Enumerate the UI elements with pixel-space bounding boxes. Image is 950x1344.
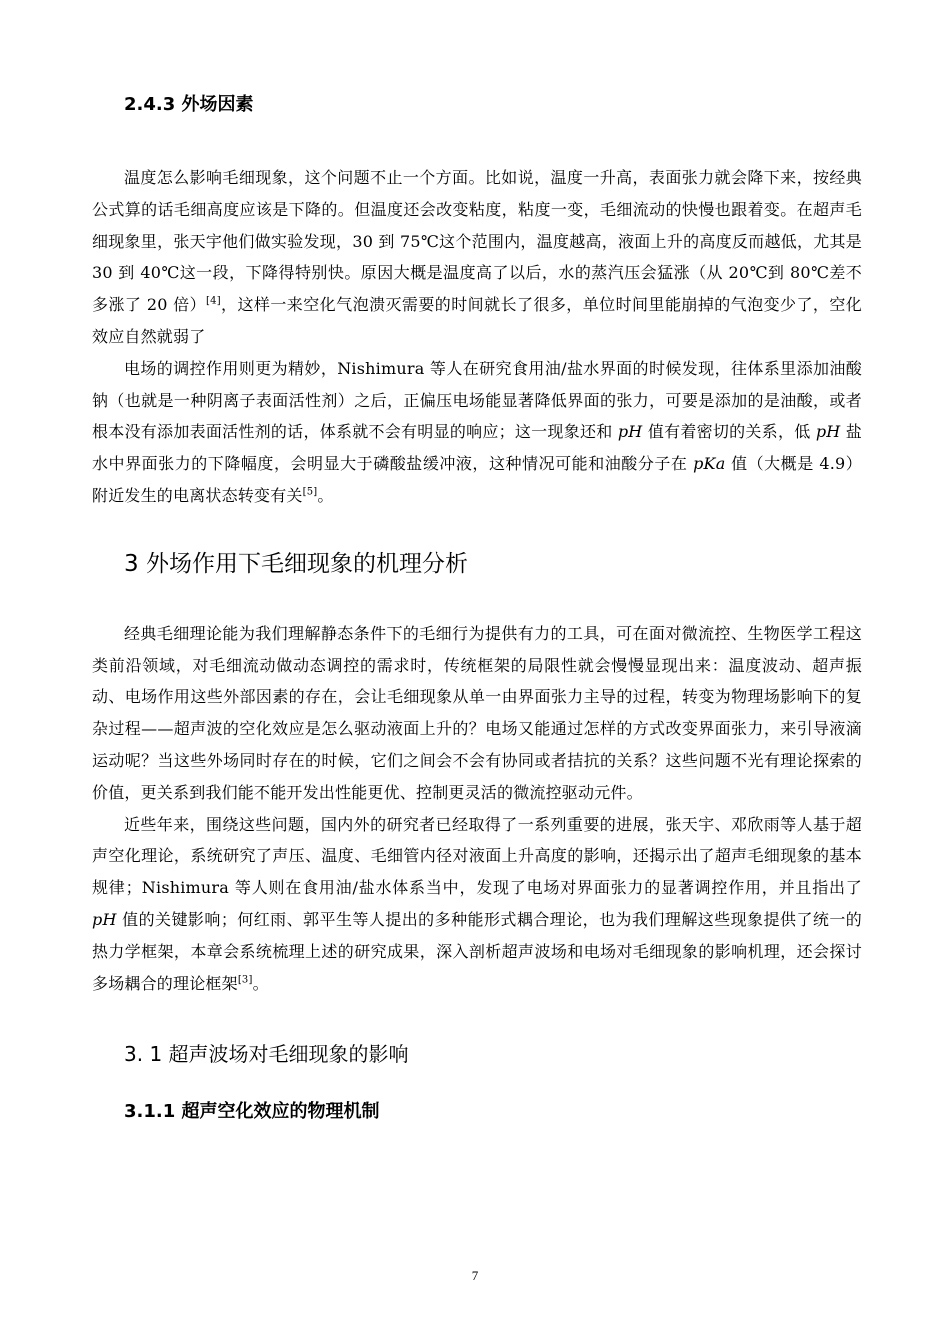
- paragraph-temperature: [92, 162, 862, 353]
- chapter-heading-3: 3 外场作用下毛细现象的机理分析: [124, 550, 468, 577]
- ph-term: pH: [92, 909, 117, 929]
- section-heading-2-4-3: 2.4.3 外场因素: [124, 94, 254, 115]
- paragraph-text: 值的关键影响；何红雨、郭平生等人提出的多种能形式耦合理论，也为我们理解这些现象提供了统一的热力学框架，本章会系统梳理上述的研究成果，深入剖析超声波场和电场对毛细现象的影响机理，还会探讨多场耦合的理论框架: [92, 909, 862, 993]
- section-heading-3-1: 3. 1 超声波场对毛细现象的影响: [124, 1042, 409, 1067]
- page-number: 7: [471, 1268, 479, 1283]
- ph-term: pH: [815, 422, 841, 442]
- paragraph-text: 近些年来，围绕这些问题，国内外的研究者已经取得了一系列重要的进展，张天宇、邓欣雨等人基于超声空化理论，系统研究了声压、温度、毛细管内径对液面上升高度的影响，还揭示出了超声毛细现象的基本规律；Nishimura 等人则在食用油/盐水体系当中，发现了电场对界面张力的显著调控作用，并且指出了: [92, 814, 862, 898]
- section-heading-3-1-1: 3.1.1 超声空化效应的物理机制: [124, 1101, 380, 1123]
- page-content: [92, 88, 862, 1129]
- citation-4: [4]: [206, 295, 221, 307]
- paragraph-text: 。: [252, 973, 269, 993]
- paragraph-text: 盐水中界面张力的下降幅度，会明显大于磷酸盐缓冲液，这种情况可能和油酸分子在: [92, 422, 862, 474]
- paragraph-electric-field: [92, 353, 862, 512]
- paragraph-text: 。: [317, 485, 334, 505]
- paragraph-text: 值有着密切的关系，低: [642, 422, 816, 442]
- paragraph-text: 值（大概是 4.9）附近发生的电离状态转变有关: [92, 454, 862, 505]
- paragraph-temperature-text: 温度怎么影响毛细现象，这个问题不止一个方面。比如说，温度一升高，表面张力就会降下来，按经典公式算的话毛细高度应该是下降的。但温度还会改变粘度，粘度一变，毛细流动的快慢也跟着变。在超声毛细现象里，张天宇他们做实验发现，30 到 75℃这个范围内，温度越高，液面上升的高度反而越低，尤其是 30 到 40℃这一段，下降得特别快。原因大概是温度高了以后，水的蒸汽压会猛涨（从 20℃到 80℃差不多涨了 20 倍）: [92, 168, 862, 315]
- pka-term: pKa: [693, 454, 726, 474]
- paragraph-temperature-tail: ，这样一来空化气泡溃灭需要的时间就长了很多，单位时间里能崩掉的气泡变少了，空化效应自然就弱了: [92, 295, 862, 346]
- ph-term: pH: [617, 422, 643, 442]
- citation-3: [3]: [237, 974, 253, 986]
- paragraph-chapter-intro: 经典毛细理论能为我们理解静态条件下的毛细行为提供有力的工具，可在面对微流控、生物医学工程这类前沿领域，对毛细流动做动态调控的需求时，传统框架的局限性就会慢慢显现出来：温度波动、超声振动、电场作用这些外部因素的存在，会让毛细现象从单一由界面张力主导的过程，转变为物理场影响下的复杂过程——超声波的空化效应是怎么驱动液面上升的？电场又能通过怎样的方式改变界面张力，来引导液滴运动呢？当这些外场同时存在的时候，它们之间会不会有协同或者拮抗的关系？这些问题不光有理论探索的价值，更关系到我们能不能开发出性能更优、控制更灵活的微流控驱动元件。: [92, 623, 862, 802]
- citation-5: [5]: [302, 486, 318, 498]
- paragraph-text: 电场的调控作用则更为精妙，Nishimura 等人在研究食用油/盐水界面的时候发现，往体系里添加油酸钠（也就是一种阴离子表面活性剂）之后，正偏压电场能显著降低界面的张力，可要是添加的是油酸，或者根本没有添加表面活性剂的话，体系就不会有明显的响应；这一现象还和: [92, 358, 862, 442]
- paragraph-research-progress: [92, 809, 862, 1000]
